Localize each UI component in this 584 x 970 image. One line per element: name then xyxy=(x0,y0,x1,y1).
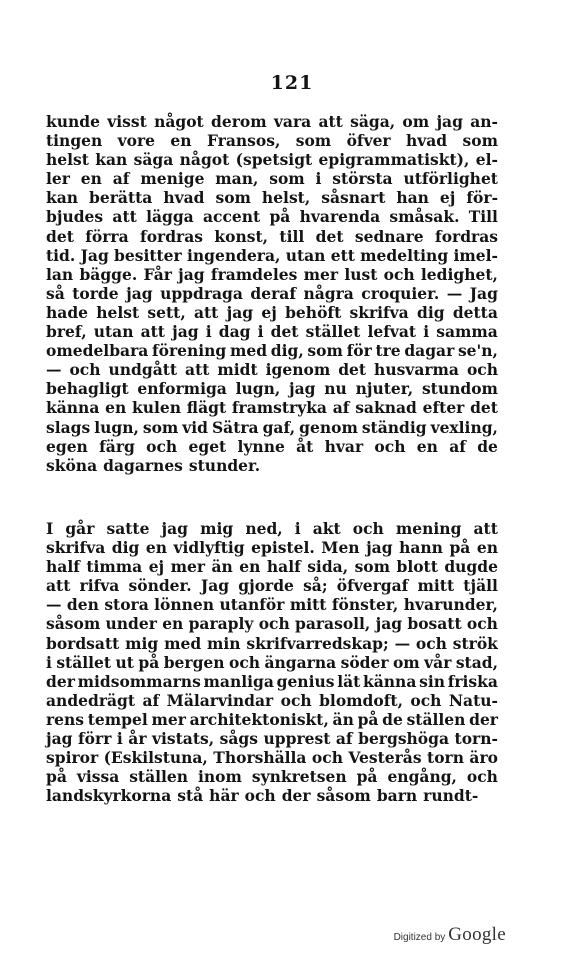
text-line: lan bägge. Får jag framdeles mer lust och ledighet, xyxy=(46,264,498,284)
text-line: bjudes att lägga accent på hvarenda småsak. Till xyxy=(46,207,498,227)
text-line: kunde visst något derom vara att säga, om jag an- xyxy=(46,112,498,131)
text-line: — och undgått att midt igenom det husvarma och xyxy=(46,360,498,380)
text-line: tingen vore en Fransos, som öfver hvad som xyxy=(46,131,498,151)
text-line: egen färg och eget lynne åt hvar och en af de xyxy=(46,436,498,456)
watermark-brand-logo: Google xyxy=(448,924,506,945)
paragraph-1 xyxy=(46,112,498,475)
text-line: tid. Jag besitter ingendera, utan ett medelting imel- xyxy=(46,245,498,265)
text-line: der midsommarns manliga genius lät känna sin friska xyxy=(46,671,498,691)
text-line: behagligt enformiga lugn, jag nu njuter, stundom xyxy=(46,379,498,399)
text-line: — den stora lönnen utanför mitt fönster, hvarunder, xyxy=(46,595,498,615)
page-number: 121 xyxy=(270,72,314,94)
watermark-prefix: Digitized by xyxy=(393,932,446,943)
text-line: omedelbara förening med dig, som för tre dagar se'n, xyxy=(46,341,498,361)
text-line: bref, utan att jag i dag i det stället lefvat i samma xyxy=(46,322,498,342)
digitized-watermark xyxy=(394,924,506,946)
text-line: landskyrkorna stå här och der såsom barn rundt- xyxy=(46,786,479,806)
text-line: så torde jag uppdraga deraf några croquier. — Jag xyxy=(46,283,498,303)
text-line: half timma ej mer än en half sida, som blott dugde xyxy=(46,557,498,577)
paragraph-2 xyxy=(46,519,498,805)
text-line: I går satte jag mig ned, i akt och mening att xyxy=(46,519,498,538)
text-line: helst kan säga något (spetsigt epigrammatiskt), el- xyxy=(46,150,498,170)
text-line: i stället ut på bergen och ängarna söder om vår stad, xyxy=(46,652,498,672)
text-line: känna en kulen flägt framstryka af saknad efter det xyxy=(46,398,498,418)
text-line: det förra fordras konst, till det sednare fordras xyxy=(46,226,498,246)
text-line: slags lugn, som vid Sätra gaf, genom ständig vexling, xyxy=(46,417,498,437)
text-line: spiror (Eskilstuna, Thorshälla och Vesterås torn äro xyxy=(46,748,498,768)
text-line: rens tempel mer architektoniskt, än på de ställen der xyxy=(46,709,498,729)
text-line: ler en af menige man, som i största utförlighet xyxy=(46,169,498,189)
text-line: jag förr i år vistats, sågs upprest af bergshöga torn- xyxy=(46,729,498,749)
text-line: bordsatt mig med min skrifvarredskap; — och strök xyxy=(46,633,498,653)
text-line: sköna dagarnes stunder. xyxy=(46,455,261,475)
text-line: skrifva dig en vidlyftig epistel. Men jag hann på en xyxy=(46,538,498,558)
text-line: såsom under en paraply och parasoll, jag bosatt och xyxy=(46,614,498,634)
text-line: andedrägt af Mälarvindar och blomdoft, och Natu- xyxy=(46,690,498,710)
text-line: att rifva sönder. Jag gjorde så; öfvergaf mitt tjäll xyxy=(46,576,498,596)
text-line: hade helst sett, att jag ej behöft skrifva dig detta xyxy=(46,302,498,322)
text-line: på vissa ställen inom synkretsen på engång, och xyxy=(46,767,498,787)
text-line: kan berätta hvad som helst, såsnart han ej för- xyxy=(46,188,498,208)
